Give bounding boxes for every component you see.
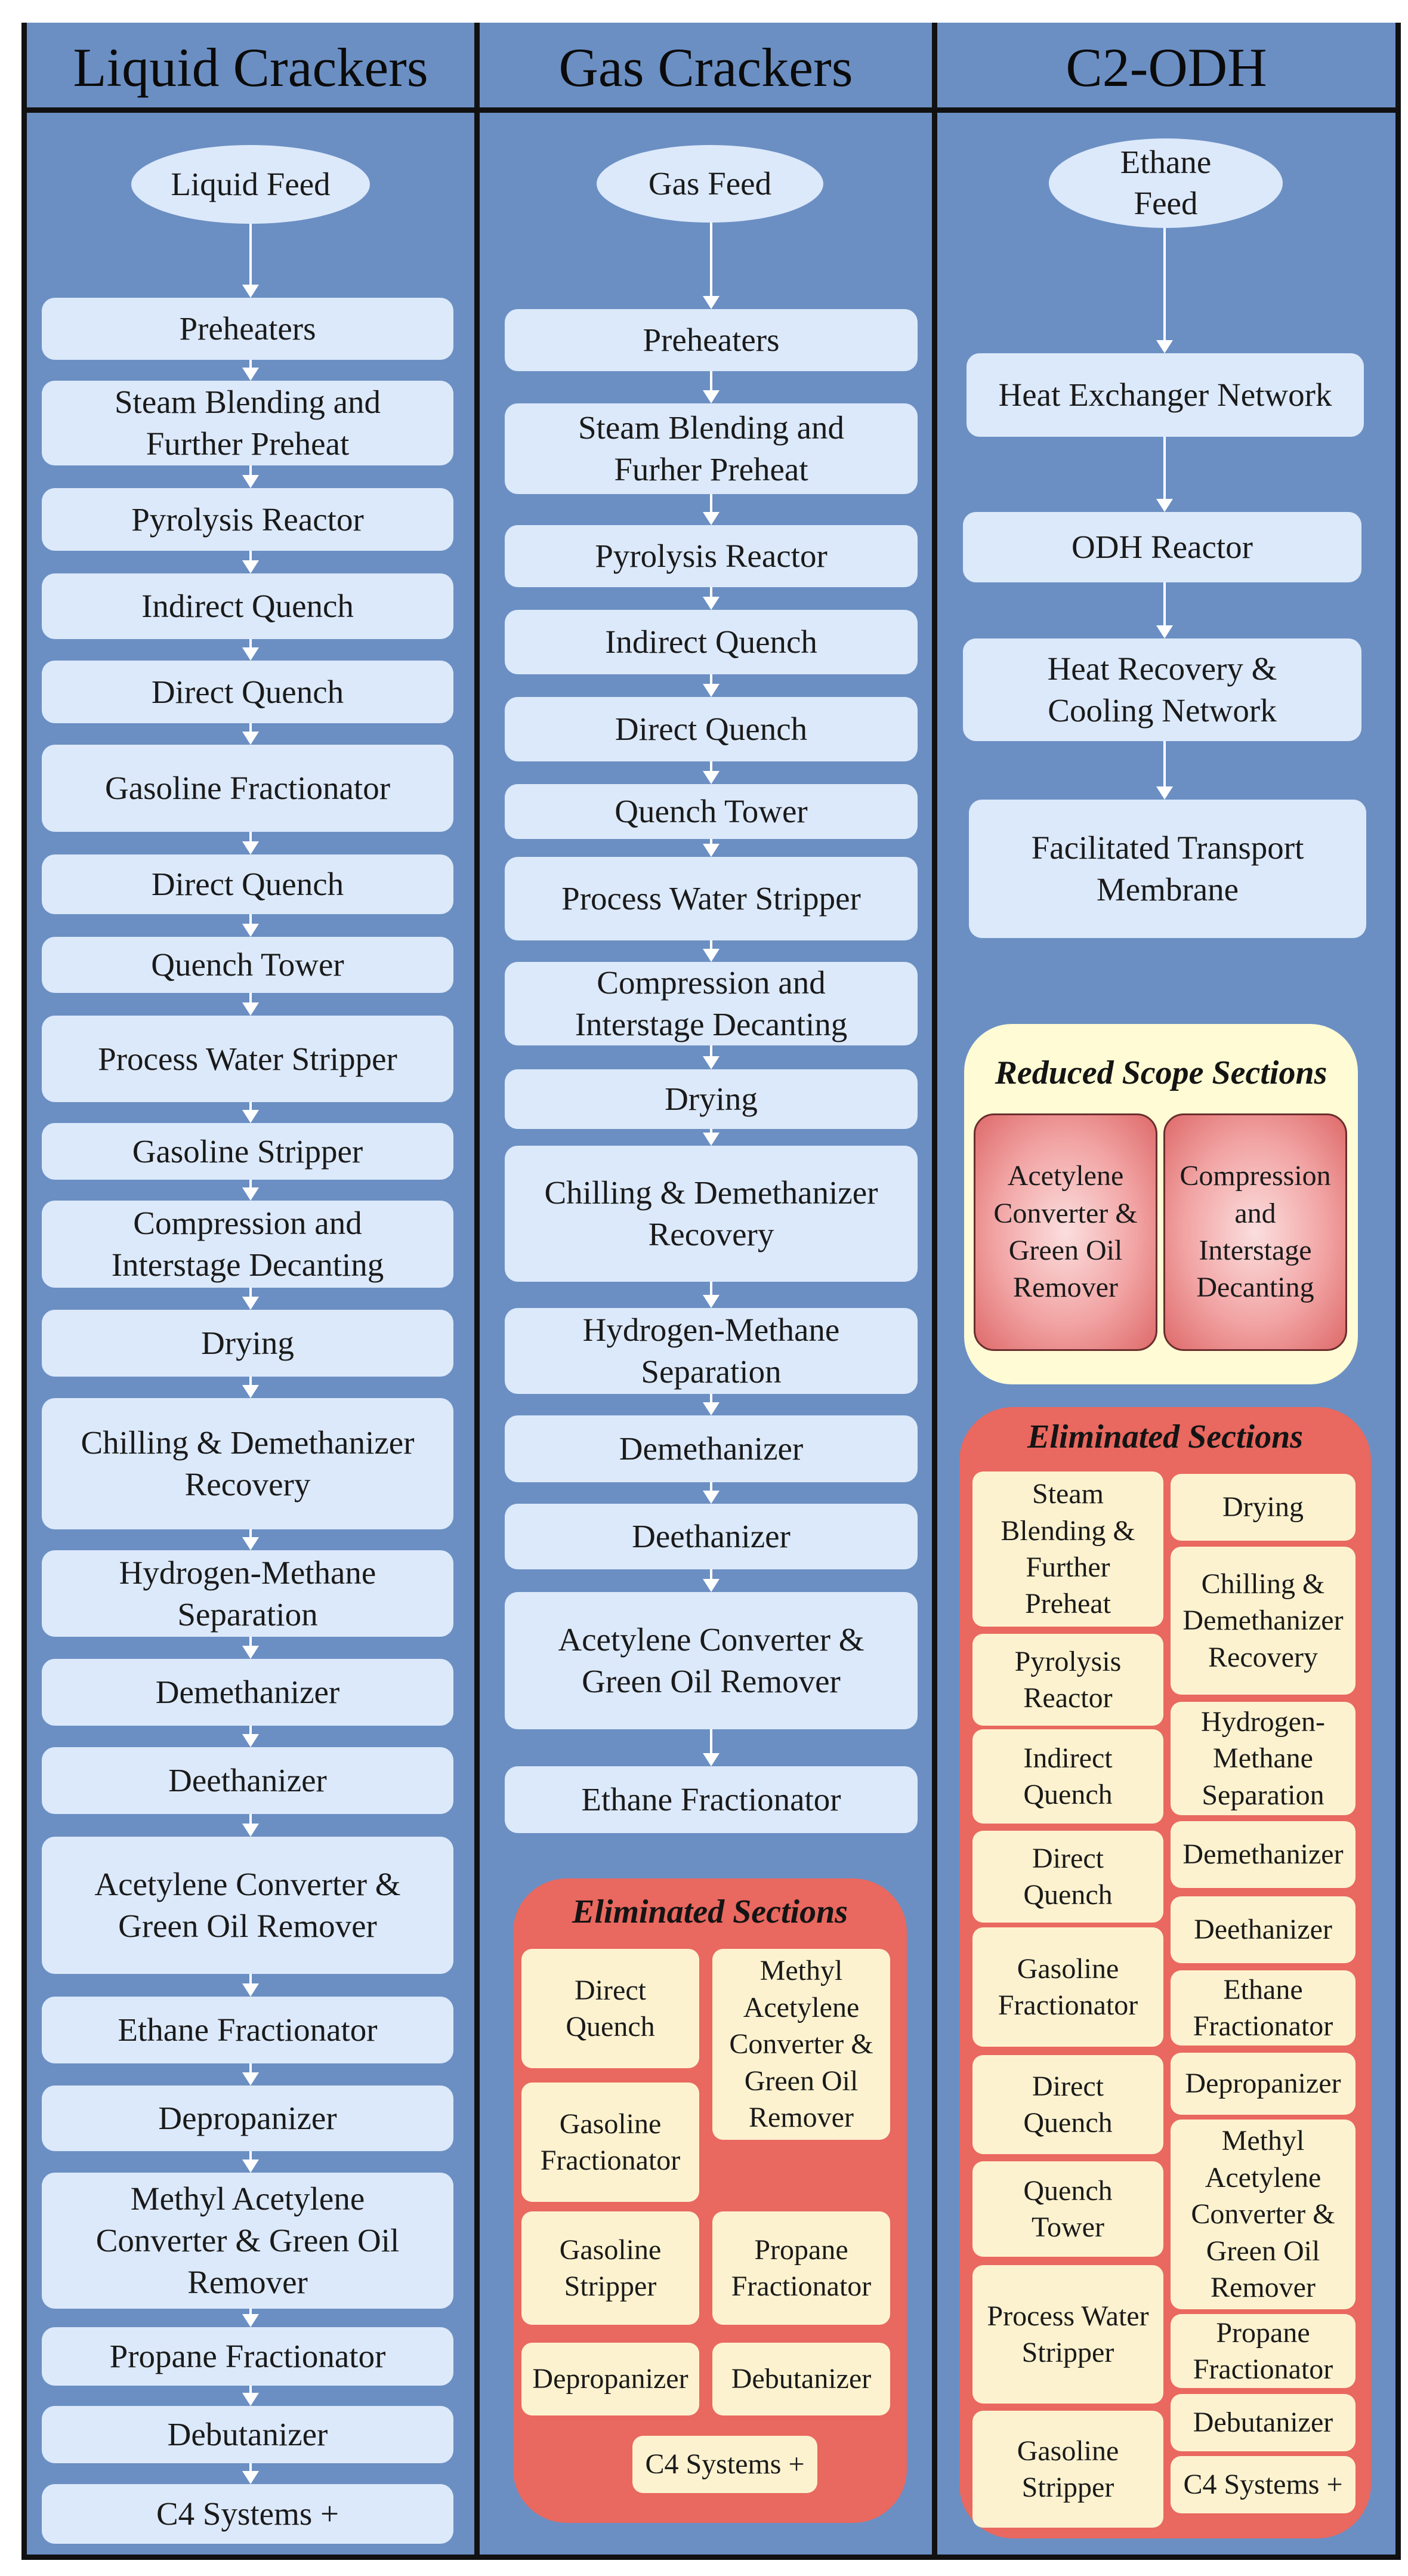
process-step-box: Demethanizer: [505, 1415, 918, 1482]
process-step-box: Demethanizer: [42, 1659, 453, 1726]
flow-arrow: [249, 914, 252, 926]
flow-arrow: [1163, 582, 1166, 628]
eliminated-section-box: Gasoline Fractionator: [521, 2083, 699, 2202]
eliminated-section-box: Propane Fractionator: [1171, 2314, 1355, 2388]
process-step-box: Propane Fractionator: [42, 2327, 453, 2386]
process-step-box: Chilling & Demethanizer Recovery: [505, 1146, 918, 1282]
flow-arrow: [710, 761, 712, 773]
flow-arrow: [710, 1482, 712, 1493]
flow-arrow: [710, 371, 712, 393]
eliminated-section-box: Demethanizer: [1171, 1821, 1355, 1888]
eliminated-section-box: Debutanizer: [1171, 2394, 1355, 2451]
process-step-box: Process Water Stripper: [505, 857, 918, 940]
odh-eliminated-title: Eliminated Sections: [1027, 1418, 1304, 1455]
process-step-box: Preheaters: [505, 309, 918, 371]
flow-arrow: [710, 940, 712, 951]
flow-arrow: [249, 1814, 252, 1826]
process-step-box: Acetylene Converter & Green Oil Remover: [505, 1592, 918, 1729]
process-step-box: Heat Exchanger Network: [967, 353, 1364, 437]
eliminated-section-box: Gasoline Stripper: [972, 2411, 1163, 2528]
flow-arrow: [710, 1282, 712, 1297]
process-step-box: Facilitated Transport Membrane: [969, 800, 1366, 938]
process-step-box: Ethane Fractionator: [505, 1766, 918, 1833]
eliminated-section-box: Debutanizer: [712, 2343, 890, 2415]
process-step-box: Direct Quench: [42, 661, 453, 723]
liquid-feed-oval: Liquid Feed: [131, 145, 370, 224]
process-step-box: Indirect Quench: [505, 610, 918, 674]
process-step-box: Acetylene Converter & Green Oil Remover: [42, 1837, 453, 1974]
flow-arrow: [710, 223, 712, 298]
header-gas-crackers: Gas Crackers: [480, 23, 932, 112]
process-step-box: Gasoline Fractionator: [42, 745, 453, 832]
flow-arrow: [249, 2386, 252, 2395]
process-step-box: Direct Quench: [505, 697, 918, 761]
eliminated-section-box: Gasoline Stripper: [521, 2211, 699, 2325]
eliminated-section-box: Process Water Stripper: [972, 2265, 1163, 2404]
flow-arrow: [710, 494, 712, 514]
flow-arrow: [249, 993, 252, 1005]
header-liquid-crackers: Liquid Crackers: [27, 23, 474, 112]
process-step-box: Deethanizer: [42, 1747, 453, 1814]
eliminated-section-box: C4 Systems +: [1171, 2456, 1355, 2513]
flow-arrow: [249, 832, 252, 844]
process-step-box: Chilling & Demethanizer Recovery: [42, 1398, 453, 1529]
flow-arrow: [249, 1637, 252, 1648]
flow-arrow: [710, 839, 712, 846]
flow-arrow: [1163, 741, 1166, 789]
eliminated-section-box: Hydrogen- Methane Separation: [1171, 1702, 1355, 1815]
flow-arrow: [249, 551, 252, 563]
flow-arrow: [249, 465, 252, 477]
eliminated-section-box: Drying: [1171, 1474, 1355, 1541]
process-step-box: Drying: [42, 1310, 453, 1377]
eliminated-section-box: Direct Quench: [521, 1949, 699, 2068]
reduced-section-box: Compression and Interstage Decanting: [1163, 1113, 1347, 1351]
process-step-box: Heat Recovery & Cooling Network: [963, 638, 1361, 741]
flow-arrow: [249, 224, 252, 287]
flow-arrow: [249, 2309, 252, 2316]
process-step-box: Pyrolysis Reactor: [505, 525, 918, 587]
process-step-box: Deethanizer: [505, 1504, 918, 1569]
flow-arrow: [249, 2463, 252, 2473]
process-step-box: Indirect Quench: [42, 573, 453, 639]
column-divider-1: [474, 23, 480, 2560]
process-step-box: C4 Systems +: [42, 2484, 453, 2544]
flow-arrow: [249, 1288, 252, 1299]
flow-arrow: [249, 1102, 252, 1112]
process-step-box: Pyrolysis Reactor: [42, 488, 453, 551]
column-divider-2: [932, 23, 937, 2560]
process-step-box: Steam Blending and Furher Preheat: [505, 403, 918, 494]
flow-arrow: [710, 1045, 712, 1059]
flow-arrow: [249, 2151, 252, 2162]
eliminated-section-box: Direct Quench: [972, 1831, 1163, 1923]
eliminated-section-box: Depropanizer: [521, 2343, 699, 2415]
flow-arrow: [1163, 228, 1166, 343]
flow-arrow: [710, 1129, 712, 1135]
flow-arrow: [710, 1569, 712, 1581]
eliminated-section-box: Ethane Fractionator: [1171, 1970, 1355, 2046]
gas-eliminated-title: Eliminated Sections: [572, 1893, 848, 1930]
eliminated-section-box: Methyl Acetylene Converter & Green Oil Remover: [712, 1949, 890, 2140]
process-step-box: Methyl Acetylene Converter & Green Oil Remover: [42, 2173, 453, 2309]
flow-arrow: [710, 587, 712, 599]
process-step-box: Quench Tower: [42, 937, 453, 993]
eliminated-section-box: Methyl Acetylene Converter & Green Oil Remover: [1171, 2120, 1355, 2309]
reduced-section-box: Acetylene Converter & Green Oil Remover: [974, 1113, 1157, 1351]
eliminated-section-box: Steam Blending & Further Preheat: [972, 1471, 1163, 1627]
process-step-box: Preheaters: [42, 298, 453, 360]
flow-arrow: [249, 360, 252, 370]
header-divider: [21, 107, 1401, 113]
eliminated-section-box: Gasoline Fractionator: [972, 1927, 1163, 2047]
process-step-box: Compression and Interstage Decanting: [505, 962, 918, 1045]
eliminated-section-box: Quench Tower: [972, 2161, 1163, 2257]
process-step-box: ODH Reactor: [963, 512, 1361, 582]
eliminated-section-box: Chilling & Demethanizer Recovery: [1171, 1547, 1355, 1695]
eliminated-section-box: Direct Quench: [972, 2055, 1163, 2154]
process-step-box: Process Water Stripper: [42, 1016, 453, 1102]
flow-arrow: [249, 2063, 252, 2075]
flow-arrow: [249, 1726, 252, 1736]
process-step-box: Steam Blending and Further Preheat: [42, 381, 453, 465]
header-c2-odh: C2-ODH: [937, 23, 1395, 112]
flow-arrow: [249, 723, 252, 734]
flow-arrow: [249, 1377, 252, 1387]
ethane-feed-oval: Ethane Feed: [1049, 138, 1283, 228]
flow-arrow: [249, 1180, 252, 1190]
flow-arrow: [1163, 437, 1166, 501]
flow-arrow: [249, 1974, 252, 1986]
process-step-box: Ethane Fractionator: [42, 1997, 453, 2063]
eliminated-section-box: C4 Systems +: [632, 2436, 817, 2493]
eliminated-section-box: Deethanizer: [1171, 1896, 1355, 1963]
process-step-box: Hydrogen-Methane Separation: [42, 1550, 453, 1637]
eliminated-section-box: Depropanizer: [1171, 2053, 1355, 2115]
process-step-box: Gasoline Stripper: [42, 1123, 453, 1180]
flow-arrow: [249, 639, 252, 650]
eliminated-section-box: Pyrolysis Reactor: [972, 1634, 1163, 1726]
reduced-scope-title: Reduced Scope Sections: [995, 1054, 1327, 1091]
process-step-box: Debutanizer: [42, 2406, 453, 2463]
process-step-box: Depropanizer: [42, 2086, 453, 2151]
flow-arrow: [249, 1529, 252, 1540]
eliminated-section-box: Indirect Quench: [972, 1729, 1163, 1824]
eliminated-section-box: Propane Fractionator: [712, 2211, 890, 2325]
process-step-box: Hydrogen-Methane Separation: [505, 1308, 918, 1394]
process-step-box: Direct Quench: [42, 854, 453, 914]
process-step-box: Drying: [505, 1069, 918, 1129]
gas-feed-oval: Gas Feed: [597, 145, 823, 223]
flow-arrow: [710, 1729, 712, 1756]
flow-arrow: [710, 674, 712, 686]
flow-arrow: [710, 1394, 712, 1405]
process-step-box: Compression and Interstage Decanting: [42, 1201, 453, 1288]
process-step-box: Quench Tower: [505, 784, 918, 839]
